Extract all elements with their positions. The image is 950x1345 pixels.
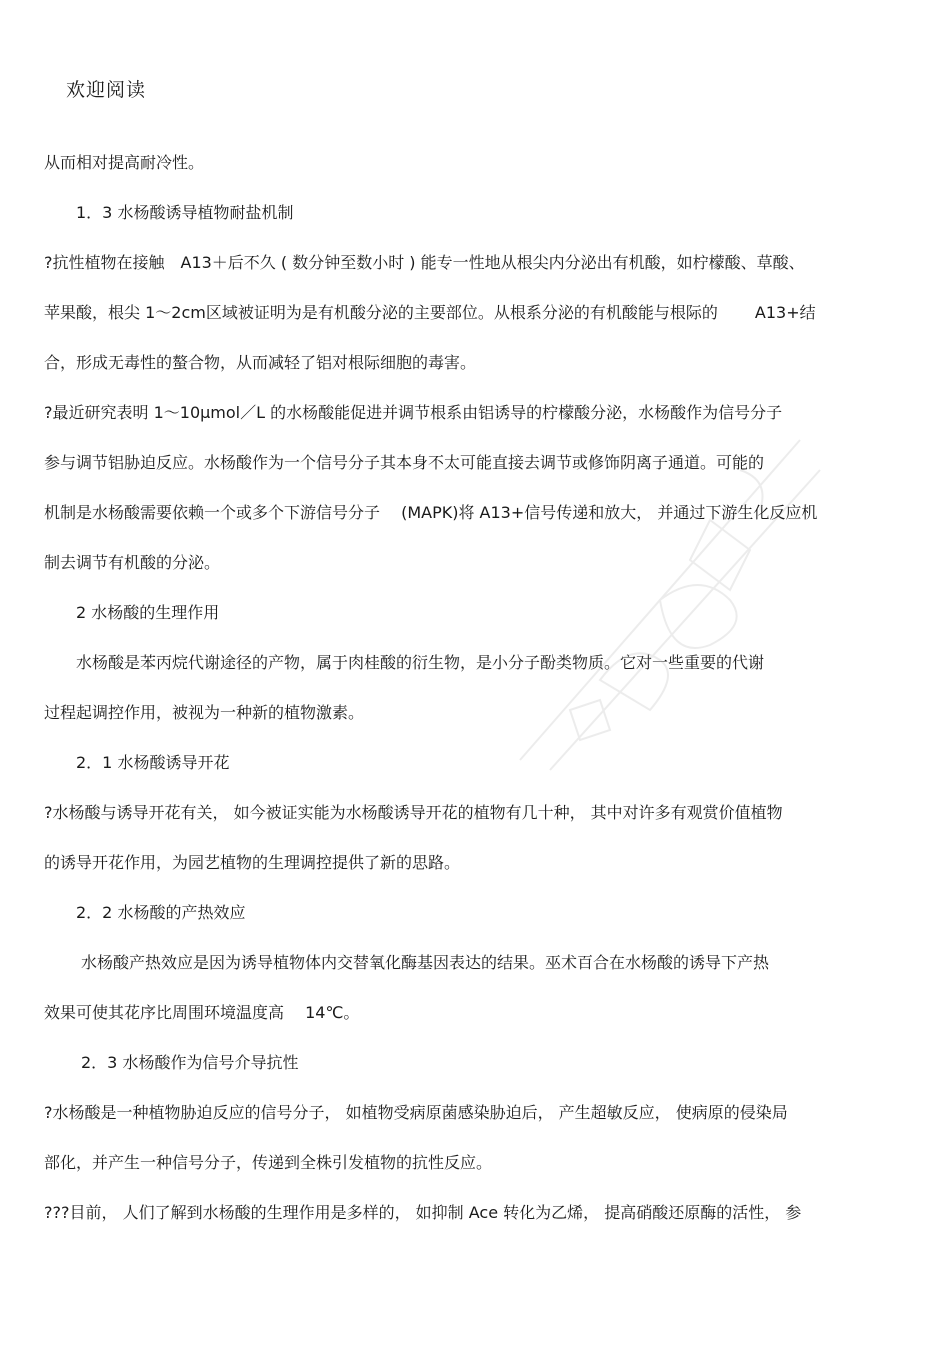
paragraph-line: 的诱导开花作用，为园艺植物的生理调控提供了新的思路。 <box>44 853 461 872</box>
paragraph-line: ?水杨酸与诱导开花有关， 如今被证实能为水杨酸诱导开花的植物有几十种， 其中对许多有观赏价值植物 <box>44 803 783 822</box>
section-heading: 2．2 水杨酸的产热效应 <box>76 903 246 922</box>
page-header: 欢迎阅读 <box>66 79 147 101</box>
paragraph-line: ?最近研究表明 1～10μmol／L 的水杨酸能促进并调节根系由铝诱导的柠檬酸分泌，水杨酸作为信号分子 <box>44 403 783 422</box>
paragraph-line: 部化，并产生一种信号分子，传递到全株引发植物的抗性反应。 <box>44 1153 493 1172</box>
paragraph-line: ?水杨酸是一种植物胁迫反应的信号分子， 如植物受病原菌感染胁迫后， 产生超敏反应， 使病原的侵染局 <box>44 1103 788 1122</box>
paragraph-line: 机制是水杨酸需要依赖一个或多个下游信号分子 (MAPK)将 A13+信号传递和放大， 并通过下游生化反应机 <box>44 503 818 522</box>
section-heading: 2．1 水杨酸诱导开花 <box>76 753 230 772</box>
paragraph-line: 水杨酸产热效应是因为诱导植物体内交替氧化酶基因表达的结果。巫术百合在水杨酸的诱导下产热 <box>81 953 770 972</box>
paragraph-line: ???目前， 人们了解到水杨酸的生理作用是多样的， 如抑制 Ace 转化为乙烯， 提高硝酸还原酶的活性， 参 <box>44 1203 802 1222</box>
paragraph-line: 制去调节有机酸的分泌。 <box>44 553 221 572</box>
paragraph-line: ?抗性植物在接触 A13＋后不久 ( 数分钟至数小时 ) 能专一性地从根尖内分泌出有机酸，如柠檬酸、草酸、 <box>44 253 805 272</box>
section-heading: 1．3 水杨酸诱导植物耐盐机制 <box>76 203 294 222</box>
paragraph-line: 参与调节铝胁迫反应。水杨酸作为一个信号分子其本身不太可能直接去调节或修饰阴离子通道。可能的 <box>44 453 765 472</box>
paragraph-line: 过程起调控作用，被视为一种新的植物激素。 <box>44 703 365 722</box>
paragraph-line: 从而相对提高耐冷性。 <box>44 153 205 172</box>
paragraph-line: 水杨酸是苯丙烷代谢途径的产物，属于肉桂酸的衍生物，是小分子酚类物质。它对一些重要的代谢 <box>76 653 765 672</box>
paragraph-line: 效果可使其花序比周围环境温度高 14℃。 <box>44 1003 360 1022</box>
section-heading: 2 水杨酸的生理作用 <box>76 603 220 622</box>
paragraph-line: 苹果酸，根尖 1～2cm区域被证明为是有机酸分泌的主要部位。从根系分泌的有机酸能与根际的 A13+结 <box>44 303 816 322</box>
stamp-watermark-icon <box>480 380 840 800</box>
paragraph-line: 合，形成无毒性的螯合物，从而减轻了铝对根际细胞的毒害。 <box>44 353 477 372</box>
section-heading: 2．3 水杨酸作为信号介导抗性 <box>81 1053 299 1072</box>
